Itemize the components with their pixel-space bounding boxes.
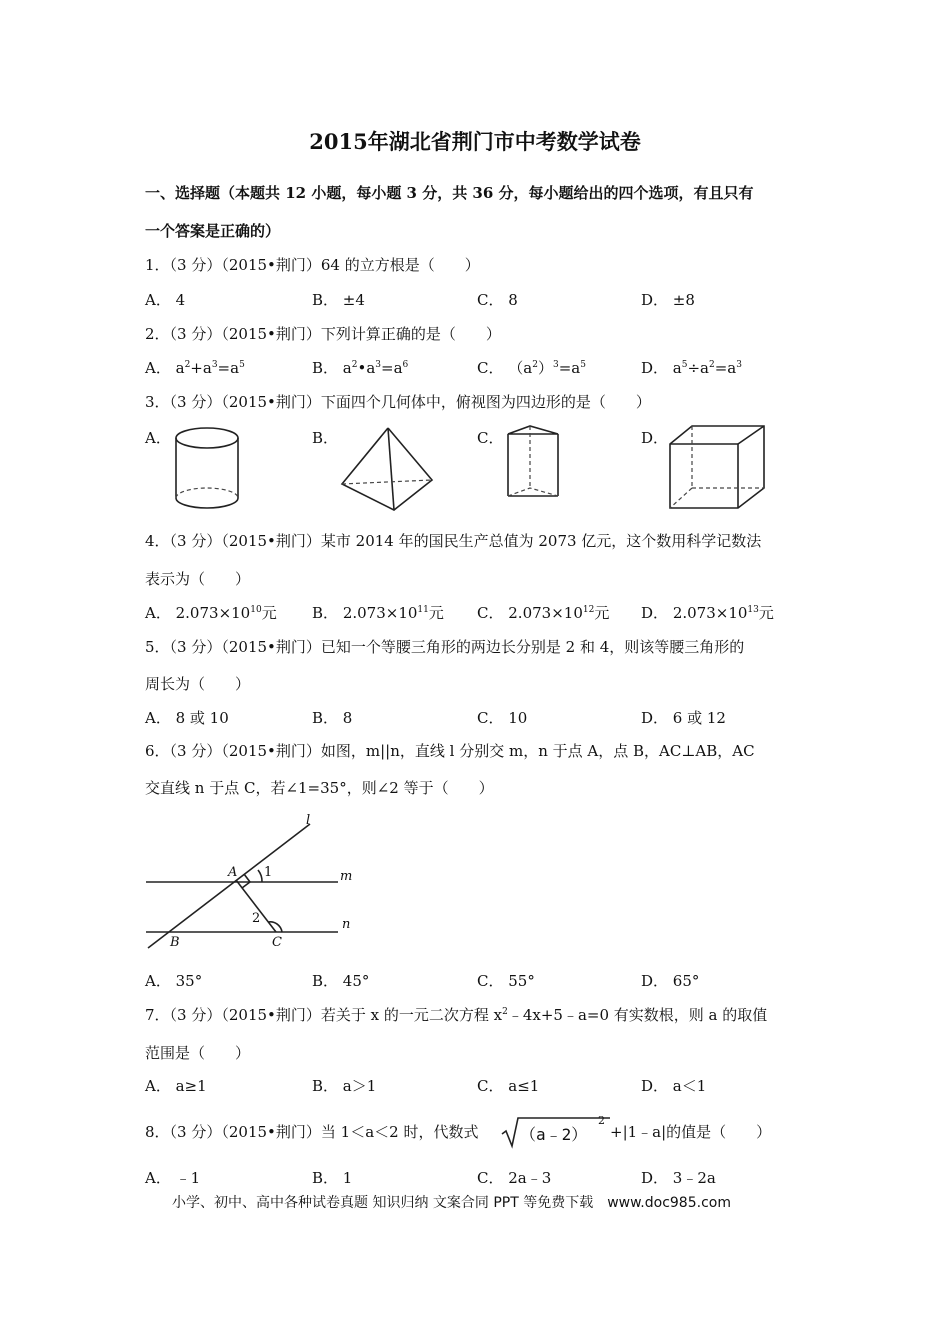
angle-1-label: 1	[264, 865, 273, 880]
page-title: 2015年湖北省荆门市中考数学试卷	[309, 129, 641, 154]
q8-option-c: C． 2a﹣3	[477, 1169, 552, 1187]
q5-option-d: D． 6 或 12	[641, 709, 726, 727]
q6-option-a: A． 35°	[145, 972, 203, 990]
q8-option-a: A． ﹣1	[145, 1169, 201, 1187]
q5-option-a: A． 8 或 10	[145, 709, 229, 727]
question-3-stem: 3．（3 分）（2015•荆门）下面四个几何体中，俯视图为四边形的是（ ）	[145, 393, 651, 411]
q6-option-d: D． 65°	[641, 972, 700, 990]
radicand-exponent: 2	[598, 1114, 605, 1127]
question-7-stem-cont: 范围是（ ）	[145, 1044, 251, 1062]
question-1-stem: 1．（3 分）（2015•荆门）64 的立方根是（ ）	[145, 256, 480, 274]
q2-option-c: C． $(a^2)^3=a^5$	[477, 359, 586, 377]
q3-option-a: A．	[145, 429, 171, 447]
question-5-stem-cont: 周长为（ ）	[145, 675, 251, 693]
q1-option-d: D． ±8	[641, 291, 695, 309]
q8-option-d: D． 3﹣2a	[641, 1169, 716, 1187]
q7-option-c: C． a≤1	[477, 1077, 540, 1095]
label-B: B	[170, 935, 180, 950]
question-8-stem-tail: +|1﹣a|的值是（ ）	[610, 1123, 772, 1141]
q7-option-a: A． a≥1	[145, 1077, 207, 1095]
cylinder-figure	[172, 426, 242, 512]
q4-option-c: C． $2.073\times 10^{12}$元	[477, 604, 610, 622]
section-heading: 一、选择题（本题共 12 小题，每小题 3 分，共 36 分，每小题给出的四个选项，有且只有	[145, 184, 754, 202]
angle-2-label: 2	[252, 911, 261, 926]
question-7-stem: 7．（3 分）（2015•荆门）若关于 x 的一元二次方程 $x^2﹣4x+5﹣a=0$ 有实数根，则 a 的取值	[145, 1006, 768, 1024]
q8-option-b: B． 1	[312, 1169, 353, 1187]
prism-figure	[504, 424, 564, 504]
q3-option-b: B．	[312, 429, 339, 447]
cube-figure	[668, 424, 768, 512]
q2-option-b: B． $a^2•a^3=a^6$	[312, 359, 409, 377]
question-8-stem: 8．（3 分）（2015•荆门）当 1＜a＜2 时，代数式	[145, 1123, 479, 1141]
label-C: C	[272, 935, 282, 950]
label-A: A	[228, 865, 238, 880]
q7-option-d: D． a＜1	[641, 1077, 707, 1095]
sqrt-radicand: （a﹣2）	[520, 1125, 588, 1144]
question-6-stem: 6．（3 分）（2015•荆门）如图，m||n，直线 l 分别交 m，n 于点 A，点 B，AC⊥AB，AC	[145, 742, 755, 760]
q5-option-c: C． 10	[477, 709, 528, 727]
parallel-lines-figure	[142, 812, 372, 952]
q1-option-a: A． 4	[145, 291, 186, 309]
question-4-stem-cont: 表示为（ ）	[145, 570, 251, 588]
q4-option-d: D． $2.073\times 10^{13}$元	[641, 604, 774, 622]
label-n: n	[342, 917, 351, 932]
q4-option-b: B． $2.073\times 10^{11}$元	[312, 604, 444, 622]
q7-option-b: B． a＞1	[312, 1077, 377, 1095]
q2-option-a: A． $a^2+a^3=a^5$	[145, 359, 245, 377]
question-2-stem: 2．（3 分）（2015•荆门）下列计算正确的是（ ）	[145, 325, 501, 343]
question-6-stem-cont: 交直线 n 于点 C，若∠1=35°，则∠2 等于（ ）	[145, 779, 494, 797]
q1-option-b: B． ±4	[312, 291, 365, 309]
q3-option-d: D．	[641, 429, 669, 447]
label-l: l	[306, 813, 311, 828]
q4-option-a: A． $2.073\times 10^{10}$元	[145, 604, 277, 622]
section-heading-cont: 一个答案是正确的）	[145, 222, 281, 240]
q3-option-c: C．	[477, 429, 504, 447]
label-m: m	[340, 869, 353, 884]
q1-option-c: C． 8	[477, 291, 518, 309]
q6-option-c: C． 55°	[477, 972, 535, 990]
footer-ad: 小学、初中、高中各种试卷真题 知识归纳 文案合同 PPT 等免费下载 www.doc985.com	[172, 1195, 731, 1211]
question-4-stem: 4．（3 分）（2015•荆门）某市 2014 年的国民生产总值为 2073 亿元，这个数用科学记数法	[145, 532, 762, 550]
q6-option-b: B． 45°	[312, 972, 370, 990]
q5-option-b: B． 8	[312, 709, 353, 727]
question-5-stem: 5．（3 分）（2015•荆门）已知一个等腰三角形的两边长分别是 2 和 4，则该等腰三角形的	[145, 638, 745, 656]
tetrahedron-figure	[338, 426, 438, 516]
q2-option-d: D． $a^5\div a^2=a^3$	[641, 359, 742, 377]
